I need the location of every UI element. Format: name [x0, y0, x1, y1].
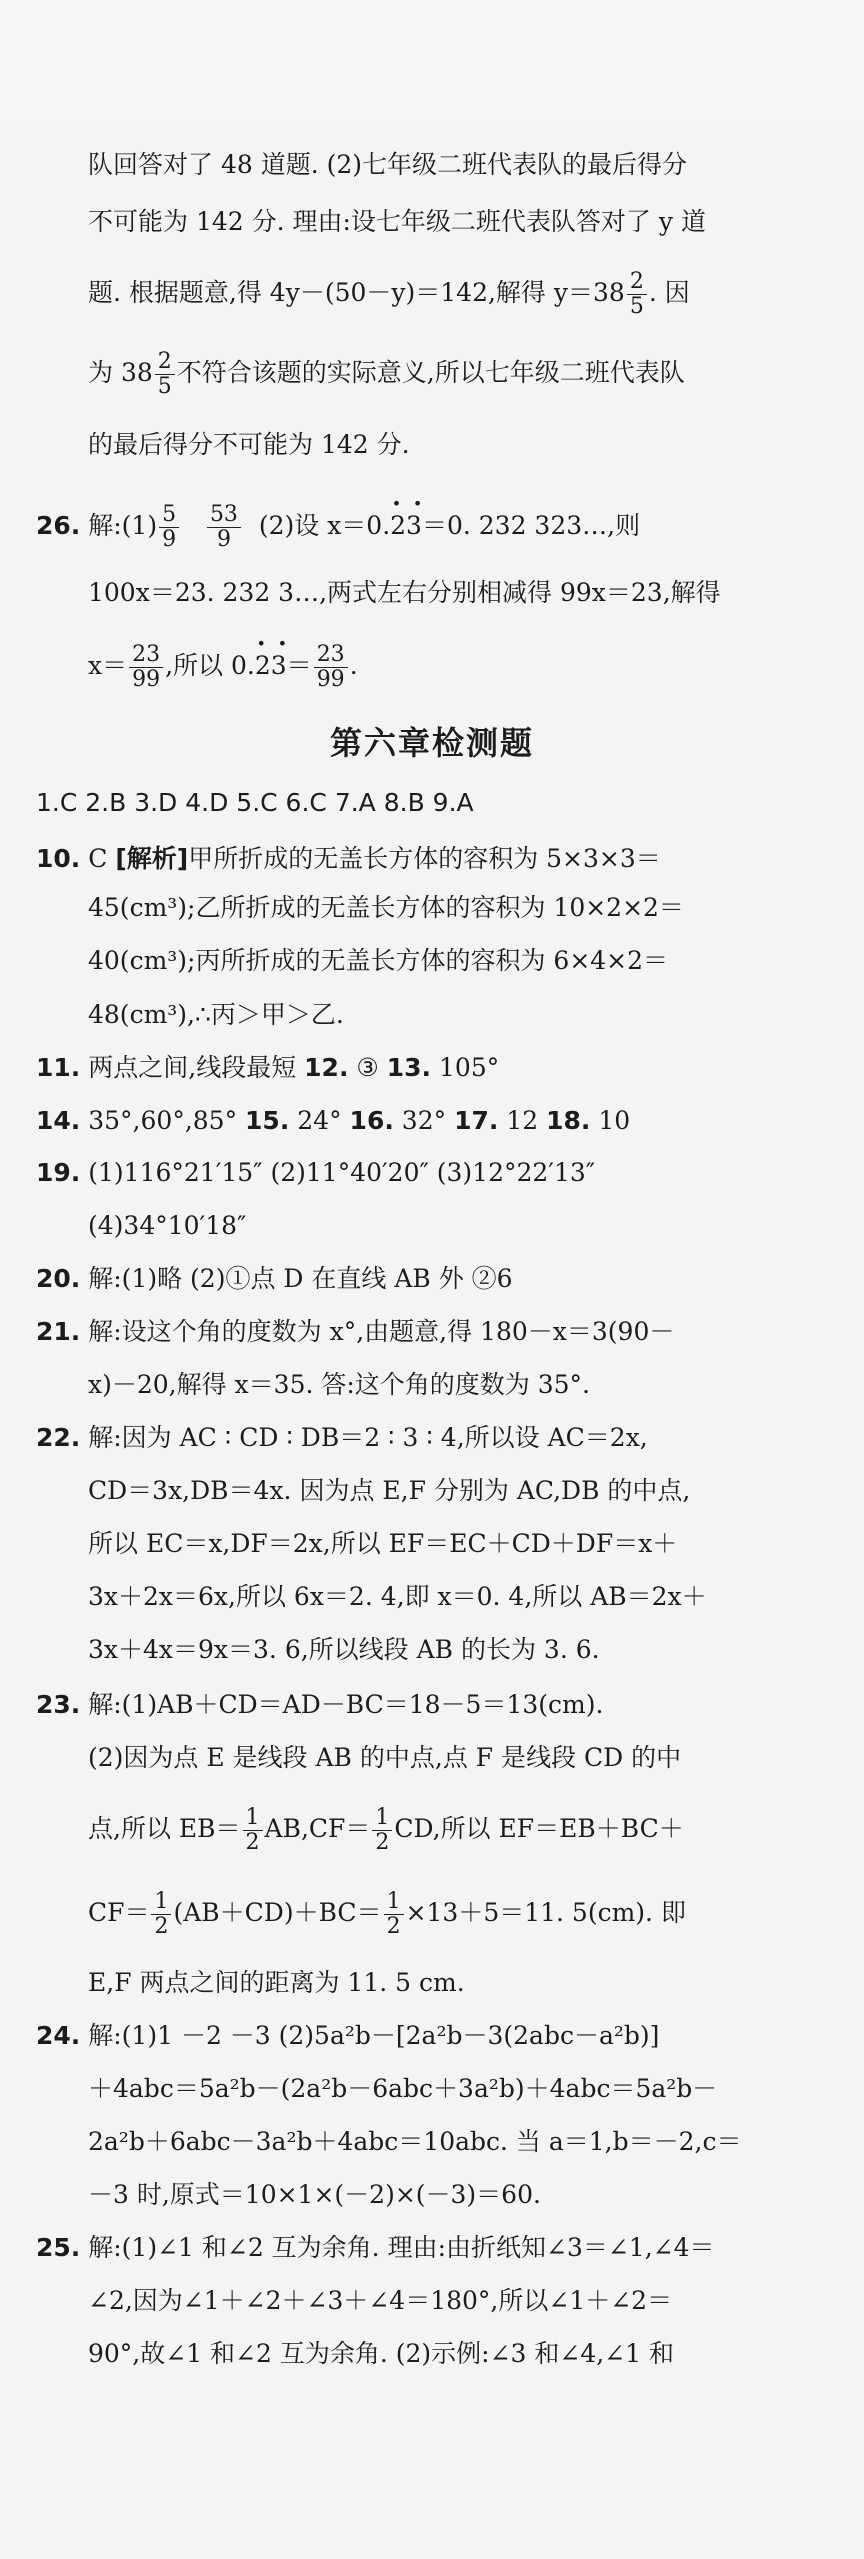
question-19: 19. (1)116°21′15″ (2)11°40′20″ (3)12°22′13″	[36, 1158, 596, 1187]
text-line: 所以 EC＝x,DF＝2x,所以 EF＝EC＋CD＋DF＝x＋	[88, 1529, 678, 1558]
fraction: $\frac{5}{9}$	[159, 503, 179, 552]
question-24: 24. 解:(1)1 －2 －3 (2)5a²b－[2a²b－3(2abc－a²b)]	[36, 2021, 660, 2050]
text-line: ∠2,因为∠1＋∠2＋∠3＋∠4＝180°,所以∠1＋∠2＝	[88, 2286, 673, 2315]
text-line: (2)因为点 E 是线段 AB 的中点,点 F 是线段 CD 的中	[88, 1743, 682, 1772]
text-line: 2a²b＋6abc－3a²b＋4abc＝10abc. 当 a＝1,b＝－2,c＝	[88, 2127, 742, 2156]
text-line	[88, 350, 808, 399]
top-blank-area	[0, 0, 864, 120]
text-line: x)－20,解得 x＝35. 答:这个角的度数为 35°.	[88, 1370, 590, 1399]
text-line: CF＝ $\frac{1}{2}$ (AB＋CD)＋BC＝ $\frac{1}{2}$ ×13＋5＝11. 5(cm). 即	[88, 1889, 686, 1939]
fraction: $\frac{53}{9}$	[207, 503, 241, 552]
text-line: 队回答对了 48 道题. (2)七年级二班代表队的最后得分	[88, 150, 688, 179]
chapter-title: 第六章检测题	[329, 724, 534, 762]
text-line: －3 时,原式＝10×1×(－2)×(－3)＝60.	[88, 2180, 541, 2209]
text-segment: 不符合该题的实际意义,所以七年级二班代表队	[176, 358, 685, 387]
question-10: 10. C [解析]甲所折成的无盖长方体的容积为 5×3×3＝	[36, 844, 661, 873]
text-segment: 为 38	[88, 358, 153, 387]
question-25: 25. 解:(1)∠1 和∠2 互为余角. 理由:由折纸知∠3＝∠1,∠4＝	[36, 2233, 715, 2262]
fraction: $\frac{1}{2}$	[372, 1806, 392, 1855]
analysis-tag: [解析]	[115, 844, 189, 873]
question-number: 26.	[36, 511, 81, 540]
text-line: (4)34°10′18″	[88, 1211, 247, 1240]
text-line: 点,所以 EB＝ $\frac{1}{2}$ AB,CF＝ $\frac{1}{2}$ CD,所以 EF＝EB＋BC＋	[88, 1805, 684, 1855]
bottom-blank-area	[0, 2400, 864, 2559]
fraction: $\frac{1}{2}$	[384, 1890, 404, 1939]
text-line: 3x＋4x＝9x＝3. 6,所以线段 AB 的长为 3. 6.	[88, 1635, 600, 1664]
text-line: E,F 两点之间的距离为 11. 5 cm.	[88, 1968, 465, 1997]
text-line: 48(cm³),∴丙＞甲＞乙.	[88, 1000, 344, 1029]
fraction: $\frac{2}{5}$	[627, 270, 647, 319]
text-line: 90°,故∠1 和∠2 互为余角. (2)示例:∠3 和∠4,∠1 和	[88, 2339, 674, 2368]
text-line: 40(cm³);丙所折成的无盖长方体的容积为 6×4×2＝	[88, 946, 669, 975]
text-line: x＝ $\frac{23}{99}$ ,所以 0.· 23 ·＝ $\frac{23}{99}$ .	[88, 643, 808, 692]
questions-14-18: 14. 35°,60°,85° 15. 24° 16. 32° 17. 12 18. 10	[36, 1106, 631, 1135]
question-20: 20. 解:(1)略 (2)①点 D 在直线 AB 外 ②6	[36, 1264, 513, 1293]
fraction: $\frac{2}{5}$	[155, 350, 175, 399]
text-line: CD＝3x,DB＝4x. 因为点 E,F 分别为 AC,DB 的中点,	[88, 1476, 691, 1505]
fraction: $\frac{23}{99}$	[129, 643, 163, 692]
choice-answers: 1.C 2.B 3.D 4.D 5.C 6.C 7.A 8.B 9.A	[36, 788, 474, 817]
question-22: 22. 解:因为 AC ∶ CD ∶ DB＝2 ∶ 3 ∶ 4,所以设 AC＝2x,	[36, 1423, 648, 1452]
question-21: 21. 解:设这个角的度数为 x°,由题意,得 180－x＝3(90－	[36, 1317, 675, 1346]
fraction: $\frac{1}{2}$	[243, 1806, 263, 1855]
text-line: 的最后得分不可能为 142 分.	[88, 430, 410, 459]
text-line: 3x＋2x＝6x,所以 6x＝2. 4,即 x＝0. 4,所以 AB＝2x＋	[88, 1582, 707, 1611]
text-line	[88, 270, 808, 319]
fraction: $\frac{23}{99}$	[314, 643, 348, 692]
text-segment: . 因	[648, 278, 690, 307]
text-line: 不可能为 142 分. 理由:设七年级二班代表队答对了 y 道	[88, 207, 706, 236]
repeating-decimal: · 23 ·	[255, 649, 287, 683]
text-line: 45(cm³);乙所折成的无盖长方体的容积为 10×2×2＝	[88, 893, 684, 922]
text-line: 100x＝23. 232 3…,两式左右分别相减得 99x＝23,解得	[88, 578, 721, 607]
repeating-decimal: · 23 ·	[390, 509, 422, 543]
question-26: 26. 解:(1) $\frac{5}{9}$ $\frac{53}{9}$ (2)设 x＝0.· 23 ·＝0. 232 323…,则	[36, 503, 756, 552]
text-segment: 题. 根据题意,得 4y－(50－y)＝142,解得 y＝38	[88, 278, 625, 307]
fraction: $\frac{1}{2}$	[151, 1890, 171, 1939]
text-line: ＋4abc＝5a²b－(2a²b－6abc＋3a²b)＋4abc＝5a²b－	[88, 2074, 718, 2103]
questions-11-13: 11. 两点之间,线段最短 12. ③ 13. 105°	[36, 1053, 500, 1082]
question-23: 23. 解:(1)AB＋CD＝AD－BC＝18－5＝13(cm).	[36, 1690, 604, 1719]
